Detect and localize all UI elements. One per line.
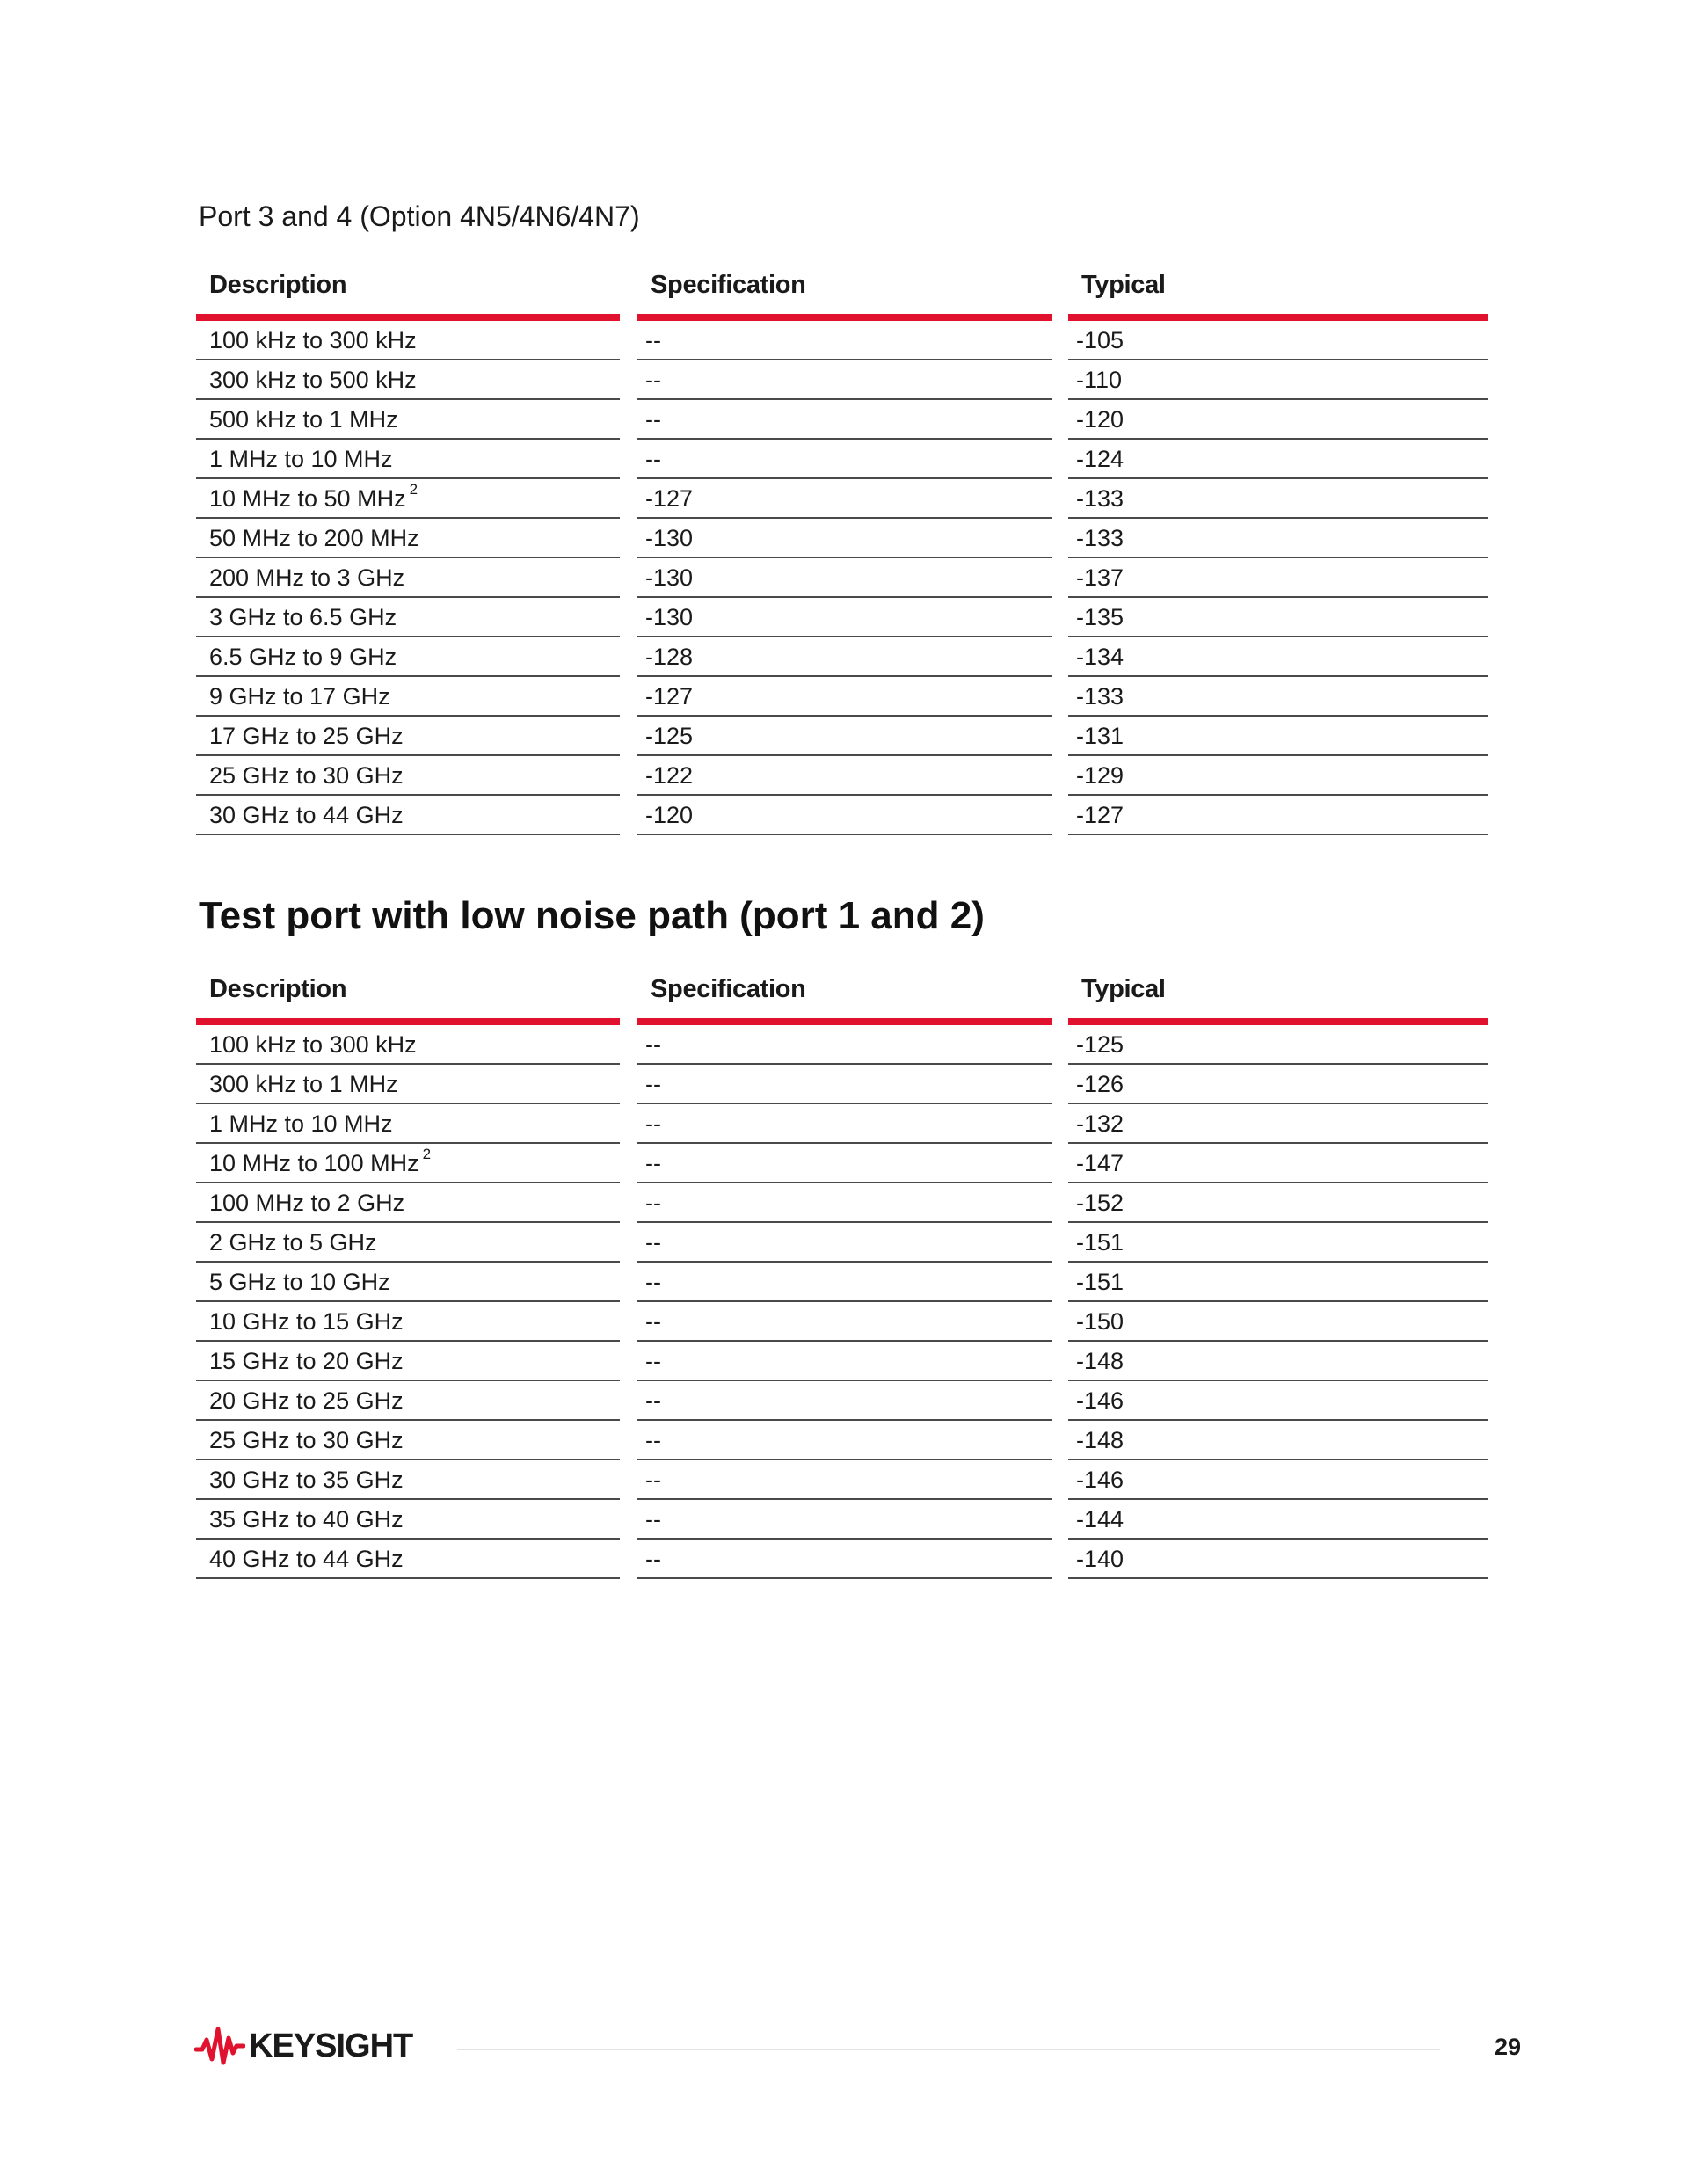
- table-body: [196, 321, 1488, 835]
- table-row: [196, 1104, 1488, 1144]
- cell-description: [196, 1065, 620, 1104]
- cell-typical-text: -146: [1076, 1467, 1124, 1493]
- cell-specification-text: -130: [645, 564, 694, 591]
- footnote-marker: 2: [409, 481, 418, 498]
- cell-typical: [1068, 1460, 1488, 1500]
- cell-description-text: 9 GHz to 17 GHz: [209, 683, 390, 710]
- cell-specification-text: --: [645, 1269, 661, 1295]
- cell-typical-text: -150: [1076, 1308, 1124, 1335]
- keysight-wave-icon: [194, 2027, 245, 2065]
- column-header-typical: Typical: [1068, 970, 1488, 1025]
- column-header-typical: Typical: [1068, 266, 1488, 321]
- cell-typical-text: -110: [1076, 367, 1123, 393]
- cell-description: [196, 1342, 620, 1381]
- table-row: [196, 1540, 1488, 1579]
- cell-specification: [637, 1540, 1052, 1579]
- table-row: [196, 440, 1488, 479]
- cell-description-text: 300 kHz to 500 kHz: [209, 367, 417, 393]
- cell-typical-text: -105: [1076, 327, 1124, 353]
- table-header-row: [196, 266, 1488, 321]
- cell-specification-text: -130: [645, 604, 694, 630]
- cell-specification: [637, 796, 1052, 835]
- cell-typical-text: -146: [1076, 1387, 1124, 1414]
- cell-typical: [1068, 360, 1488, 400]
- spec-table-port-3-and-4: [196, 266, 1488, 835]
- cell-description-text: 17 GHz to 25 GHz: [209, 723, 404, 749]
- cell-specification: [637, 1421, 1052, 1460]
- cell-typical-text: -125: [1076, 1031, 1124, 1058]
- cell-typical: [1068, 1263, 1488, 1302]
- cell-specification: [637, 1342, 1052, 1381]
- cell-specification-text: --: [645, 1150, 661, 1176]
- cell-typical-text: -144: [1076, 1506, 1124, 1532]
- cell-typical-text: -152: [1076, 1190, 1124, 1216]
- cell-typical-text: -148: [1076, 1427, 1124, 1453]
- cell-description-text: 25 GHz to 30 GHz: [209, 762, 404, 789]
- cell-specification-text: --: [645, 1546, 661, 1572]
- cell-typical-text: -135: [1076, 604, 1124, 630]
- cell-typical-text: -147: [1076, 1150, 1124, 1176]
- cell-typical-text: -151: [1076, 1229, 1124, 1256]
- cell-typical: [1068, 440, 1488, 479]
- cell-typical: [1068, 677, 1488, 717]
- cell-description-text: 1 MHz to 10 MHz: [209, 1110, 393, 1137]
- cell-typical-text: -133: [1076, 525, 1124, 551]
- cell-specification: [637, 1025, 1052, 1065]
- cell-description: [196, 1460, 620, 1500]
- table-row: [196, 1263, 1488, 1302]
- table-body: [196, 1025, 1488, 1579]
- cell-specification: [637, 360, 1052, 400]
- cell-typical: [1068, 796, 1488, 835]
- cell-specification: [637, 1500, 1052, 1540]
- cell-specification-text: --: [645, 1229, 661, 1256]
- cell-description: [196, 796, 620, 835]
- cell-description-text: 10 GHz to 15 GHz: [209, 1308, 404, 1335]
- cell-specification-text: --: [645, 1467, 661, 1493]
- cell-description: [196, 360, 620, 400]
- column-header-specification: Specification: [637, 266, 1052, 321]
- cell-specification-text: --: [645, 1506, 661, 1532]
- cell-description: [196, 440, 620, 479]
- table-row: [196, 400, 1488, 440]
- table-row: [196, 637, 1488, 677]
- cell-typical-text: -151: [1076, 1269, 1124, 1295]
- cell-specification-text: -127: [645, 485, 694, 512]
- page-number: 29: [1494, 2034, 1521, 2060]
- cell-specification-text: --: [645, 367, 661, 393]
- cell-typical-text: -124: [1076, 446, 1124, 472]
- table-row: [196, 321, 1488, 360]
- table-row: [196, 1183, 1488, 1223]
- cell-description-text: 100 kHz to 300 kHz: [209, 1031, 417, 1058]
- cell-description-text: 30 GHz to 35 GHz: [209, 1467, 404, 1493]
- section-title-low-noise-path: Test port with low noise path (port 1 and 2): [199, 894, 985, 937]
- table-row: [196, 1460, 1488, 1500]
- table-row: [196, 1302, 1488, 1342]
- footnote-marker: 2: [422, 1146, 432, 1162]
- cell-typical-text: -133: [1076, 683, 1124, 710]
- cell-typical: [1068, 717, 1488, 756]
- cell-typical-text: -140: [1076, 1546, 1124, 1572]
- cell-specification-text: --: [645, 1308, 661, 1335]
- cell-specification-text: --: [645, 1190, 661, 1216]
- table-row: [196, 1025, 1488, 1065]
- cell-description-text: 6.5 GHz to 9 GHz: [209, 644, 397, 670]
- cell-typical: [1068, 637, 1488, 677]
- table-row: [196, 519, 1488, 558]
- cell-specification: [637, 598, 1052, 637]
- table-row: [196, 598, 1488, 637]
- table-row: [196, 558, 1488, 598]
- cell-specification: [637, 1183, 1052, 1223]
- cell-description-text: 100 kHz to 300 kHz: [209, 327, 417, 353]
- cell-typical-text: -126: [1076, 1071, 1124, 1097]
- cell-specification: [637, 400, 1052, 440]
- cell-description: [196, 637, 620, 677]
- cell-specification: [637, 1381, 1052, 1421]
- cell-description-text: 200 MHz to 3 GHz: [209, 564, 405, 591]
- cell-description: [196, 519, 620, 558]
- cell-typical-text: -137: [1076, 564, 1124, 591]
- table-row: [196, 1065, 1488, 1104]
- cell-description-text: 30 GHz to 44 GHz: [209, 802, 404, 828]
- table-row: [196, 756, 1488, 796]
- cell-description-text: 3 GHz to 6.5 GHz: [209, 604, 397, 630]
- cell-typical: [1068, 1342, 1488, 1381]
- cell-description-text: 5 GHz to 10 GHz: [209, 1269, 390, 1295]
- cell-specification: [637, 519, 1052, 558]
- cell-typical: [1068, 1065, 1488, 1104]
- cell-specification-text: --: [645, 327, 661, 353]
- cell-description: [196, 1025, 620, 1065]
- cell-specification-text: -125: [645, 723, 694, 749]
- cell-specification: [637, 1223, 1052, 1263]
- keysight-logo: [194, 2025, 412, 2067]
- cell-description: [196, 1223, 620, 1263]
- cell-specification: [637, 1065, 1052, 1104]
- cell-description: [196, 598, 620, 637]
- cell-description: [196, 1263, 620, 1302]
- cell-description: [196, 479, 620, 519]
- cell-description: [196, 400, 620, 440]
- cell-typical-text: -134: [1076, 644, 1124, 670]
- cell-typical: [1068, 558, 1488, 598]
- cell-description-text: 10 MHz to 50 MHz: [209, 485, 406, 512]
- cell-description-text: 10 MHz to 100 MHz: [209, 1150, 419, 1176]
- table-row: [196, 1223, 1488, 1263]
- cell-typical-text: -131: [1076, 723, 1124, 749]
- cell-typical: [1068, 1144, 1488, 1183]
- cell-specification-text: -127: [645, 683, 694, 710]
- cell-specification: [637, 479, 1052, 519]
- cell-typical-text: -133: [1076, 485, 1124, 512]
- spec-table-low-noise-path: [196, 970, 1488, 1579]
- cell-specification: [637, 677, 1052, 717]
- cell-specification-text: --: [645, 1427, 661, 1453]
- cell-description-text: 20 GHz to 25 GHz: [209, 1387, 404, 1414]
- table-row: [196, 1144, 1488, 1183]
- cell-specification-text: --: [645, 406, 661, 433]
- table-row: [196, 360, 1488, 400]
- cell-description-text: 1 MHz to 10 MHz: [209, 446, 393, 472]
- cell-typical: [1068, 1381, 1488, 1421]
- table-row: [196, 1500, 1488, 1540]
- cell-specification: [637, 1104, 1052, 1144]
- cell-description: [196, 1104, 620, 1144]
- table-row: [196, 1381, 1488, 1421]
- cell-description-text: 500 kHz to 1 MHz: [209, 406, 398, 433]
- cell-typical-text: -127: [1076, 802, 1124, 828]
- cell-typical: [1068, 1421, 1488, 1460]
- table-row: [196, 479, 1488, 519]
- cell-description-text: 300 kHz to 1 MHz: [209, 1071, 398, 1097]
- cell-description-text: 40 GHz to 44 GHz: [209, 1546, 404, 1572]
- brand-name: KEYSIGHT: [249, 2027, 413, 2064]
- cell-specification: [637, 717, 1052, 756]
- cell-description: [196, 1540, 620, 1579]
- table-row: [196, 796, 1488, 835]
- cell-description-text: 35 GHz to 40 GHz: [209, 1506, 404, 1532]
- cell-description: [196, 677, 620, 717]
- cell-typical-text: -129: [1076, 762, 1124, 789]
- footer-divider: [457, 2049, 1440, 2050]
- cell-typical: [1068, 400, 1488, 440]
- cell-typical: [1068, 1540, 1488, 1579]
- table-row: [196, 677, 1488, 717]
- cell-description-text: 15 GHz to 20 GHz: [209, 1348, 404, 1374]
- cell-description-text: 25 GHz to 30 GHz: [209, 1427, 404, 1453]
- column-header-description: Description: [196, 970, 620, 1025]
- cell-specification: [637, 756, 1052, 796]
- cell-specification-text: -122: [645, 762, 694, 789]
- cell-description: [196, 1302, 620, 1342]
- table-row: [196, 1421, 1488, 1460]
- section-title-port-3-and-4: Port 3 and 4 (Option 4N5/4N6/4N7): [199, 200, 640, 232]
- cell-specification-text: -120: [645, 802, 694, 828]
- table-row: [196, 717, 1488, 756]
- cell-specification: [637, 558, 1052, 598]
- cell-specification: [637, 321, 1052, 360]
- cell-typical: [1068, 1500, 1488, 1540]
- cell-typical-text: -148: [1076, 1348, 1124, 1374]
- cell-specification-text: --: [645, 446, 661, 472]
- cell-typical: [1068, 479, 1488, 519]
- cell-typical: [1068, 1025, 1488, 1065]
- cell-description: [196, 558, 620, 598]
- cell-typical: [1068, 1104, 1488, 1144]
- cell-typical-text: -132: [1076, 1110, 1124, 1137]
- cell-typical: [1068, 756, 1488, 796]
- cell-specification: [637, 1144, 1052, 1183]
- cell-typical: [1068, 1183, 1488, 1223]
- cell-description: [196, 756, 620, 796]
- cell-description: [196, 321, 620, 360]
- cell-description-text: 100 MHz to 2 GHz: [209, 1190, 405, 1216]
- cell-description: [196, 1183, 620, 1223]
- cell-description: [196, 1144, 620, 1183]
- cell-description: [196, 717, 620, 756]
- cell-description-text: 2 GHz to 5 GHz: [209, 1229, 377, 1256]
- cell-typical: [1068, 519, 1488, 558]
- cell-typical: [1068, 598, 1488, 637]
- cell-description: [196, 1500, 620, 1540]
- cell-typical-text: -120: [1076, 406, 1124, 433]
- table-header-row: [196, 970, 1488, 1025]
- cell-specification-text: --: [645, 1031, 661, 1058]
- cell-description: [196, 1421, 620, 1460]
- cell-typical: [1068, 1223, 1488, 1263]
- cell-specification-text: --: [645, 1348, 661, 1374]
- cell-typical: [1068, 321, 1488, 360]
- cell-specification: [637, 440, 1052, 479]
- column-header-specification: Specification: [637, 970, 1052, 1025]
- cell-specification: [637, 1302, 1052, 1342]
- cell-specification-text: --: [645, 1110, 661, 1137]
- cell-specification-text: --: [645, 1071, 661, 1097]
- column-header-description: Description: [196, 266, 620, 321]
- cell-specification-text: -130: [645, 525, 694, 551]
- cell-typical: [1068, 1302, 1488, 1342]
- table-row: [196, 1342, 1488, 1381]
- cell-specification: [637, 637, 1052, 677]
- cell-specification: [637, 1263, 1052, 1302]
- cell-specification: [637, 1460, 1052, 1500]
- cell-description-text: 50 MHz to 200 MHz: [209, 525, 419, 551]
- cell-specification-text: --: [645, 1387, 661, 1414]
- cell-description: [196, 1381, 620, 1421]
- cell-specification-text: -128: [645, 644, 694, 670]
